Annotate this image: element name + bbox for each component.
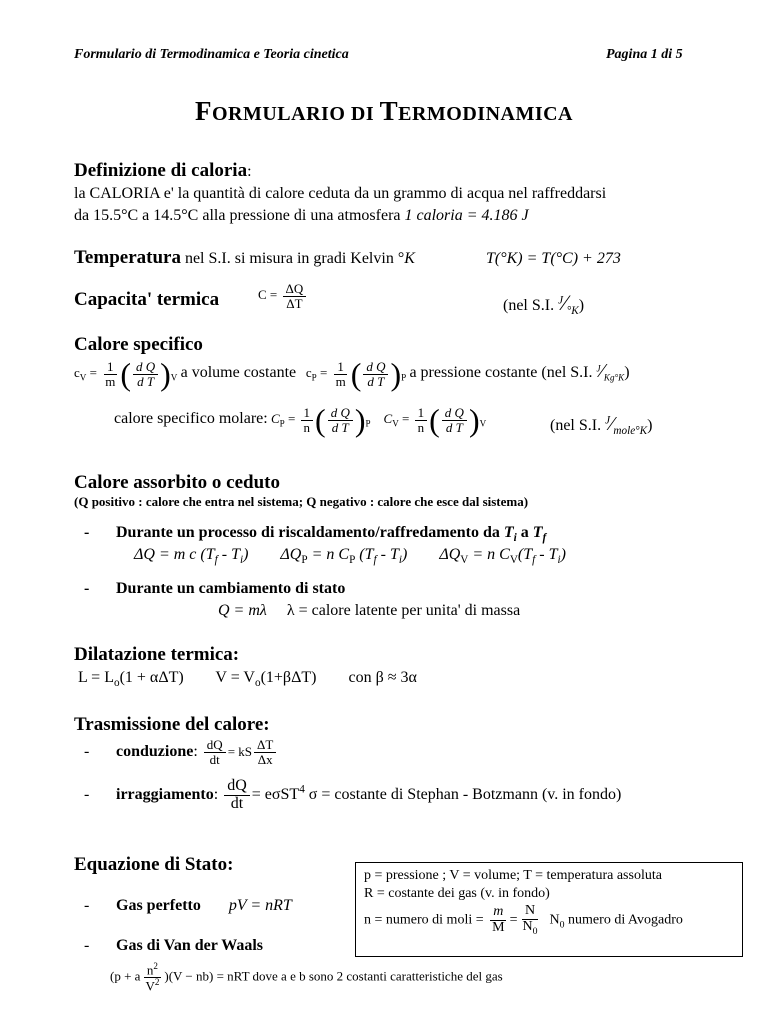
section-calore-assorbito: Calore assorbito o ceduto [74,472,280,493]
molar-unit: (nel S.I. $^J⁄_{mole^\circ K}$) [550,413,653,438]
page-number: Pagina 1 di 5 [606,47,683,62]
item-irraggiamento: - irraggiamento: $\frac{dQ}{dt}$ = eσST$^4$ σ = costante di Stephan - Botzmann (v. in fondo) [84,777,622,812]
molar-formula: calore specifico molare: $C_P$ = $\frac{1}{n}$ ( $\frac{\text{d Q}}{\text{d T}}$ )$_P$ $C_V$ = $\frac{1}{n}$ ( $\frac{\text{d Q}}{\text{d T}}$ )$_V$ [114,402,487,438]
capacita-formula: C = $\frac{\Delta Q}{\Delta T}$ [258,282,308,310]
formula-dq: ΔQ = m c $(T_f - T_i)$ $\Delta Q_P = n$ $C_P$ $(T_f - T_i)$ $\Delta Q_V = n$ $C_V(T_f - T_i)$ [134,546,566,567]
temperatura-formula: T(°K) = T(°C) + 273 [486,250,621,267]
box-line1: p = pressione ; V = volume; T = temperatura assoluta [364,868,662,883]
section-dilatazione: Dilatazione termica: [74,644,240,665]
section-capacita: Capacita' termica [74,289,220,310]
section-trasmissione: Trasmissione del calore: [74,714,270,735]
item-cambiamento: - Durante un cambiamento di stato [84,580,346,597]
calore-assorbito-note: (Q positivo : calore che entra nel sistema; Q negativo : calore che esce dal sistema) [74,494,529,509]
definitions-box [355,862,743,957]
cv-formula: $c_V$ = $\frac{1}{m}$ ( $\frac{\text{d Q}}{\text{d T}}$ )$_V$ a volume costante $c_P$ = $\frac{1}{m}$ ( $\frac{\text{d Q}}{\text{d T}}$ )$_P$ a pressione costante (nel S.I. $^J⁄_{Kg^\circ K}$) [74,356,630,392]
item-riscaldamento: - Durante un processo di riscaldamento/raffredamento da $T_i$ a $T_f$ [84,524,547,545]
item-conduzione: - conduzione: $\frac{dQ}{dt}$ = kS $\frac{\Delta T}{\Delta x}$ [84,738,278,766]
box-line2: R = costante dei gas (v. in fondo) [364,885,550,901]
section-calore-specifico: Calore specifico [74,334,203,355]
page-title: FORMULARIO DI TERMODINAMICA [194,96,574,126]
item-van-der-waals: - Gas di Van der Waals [84,937,264,954]
dilatazione-formula: $L = L_o(1 + \alpha\Delta T)$ $V = V_o(1+\beta\Delta T)$ con β ≈ 3α [78,669,417,690]
caloria-line1: la CALORIA e' la quantità di calore ceduta da un grammo di acqua nel raffreddarsi [74,185,607,202]
item-gas-perfetto: - Gas perfetto pV = nRT [84,897,292,914]
caloria-line2: da 15.5°C a 14.5°C alla pressione di una atmosfera 1 caloria = 4.186 J [74,207,529,224]
section-caloria: Definizione di caloria: [74,160,252,181]
section-stato: Equazione di Stato: [74,854,234,875]
section-temperatura: Temperatura nel S.I. si misura in gradi Kelvin °K [74,247,415,268]
capacita-unit: (nel S.I. $^J⁄_{^\circ K}$) [503,290,585,318]
header-title: Formulario di Termodinamica e Teoria cinetica [74,47,349,62]
vdw-formula: (p + a $\frac{n^2}{V^2}$ )(V − nb) = nRT dove a e b sono 2 costanti caratteristiche del gas [110,961,503,994]
box-line3: n = numero di moli = $\frac{m}{M}$ = $\frac{N}{N_0}$ $N_0$ numero di Avogadro [364,903,683,937]
formula-latente: Q = mλ λ = calore latente per unita' di massa [218,602,521,619]
